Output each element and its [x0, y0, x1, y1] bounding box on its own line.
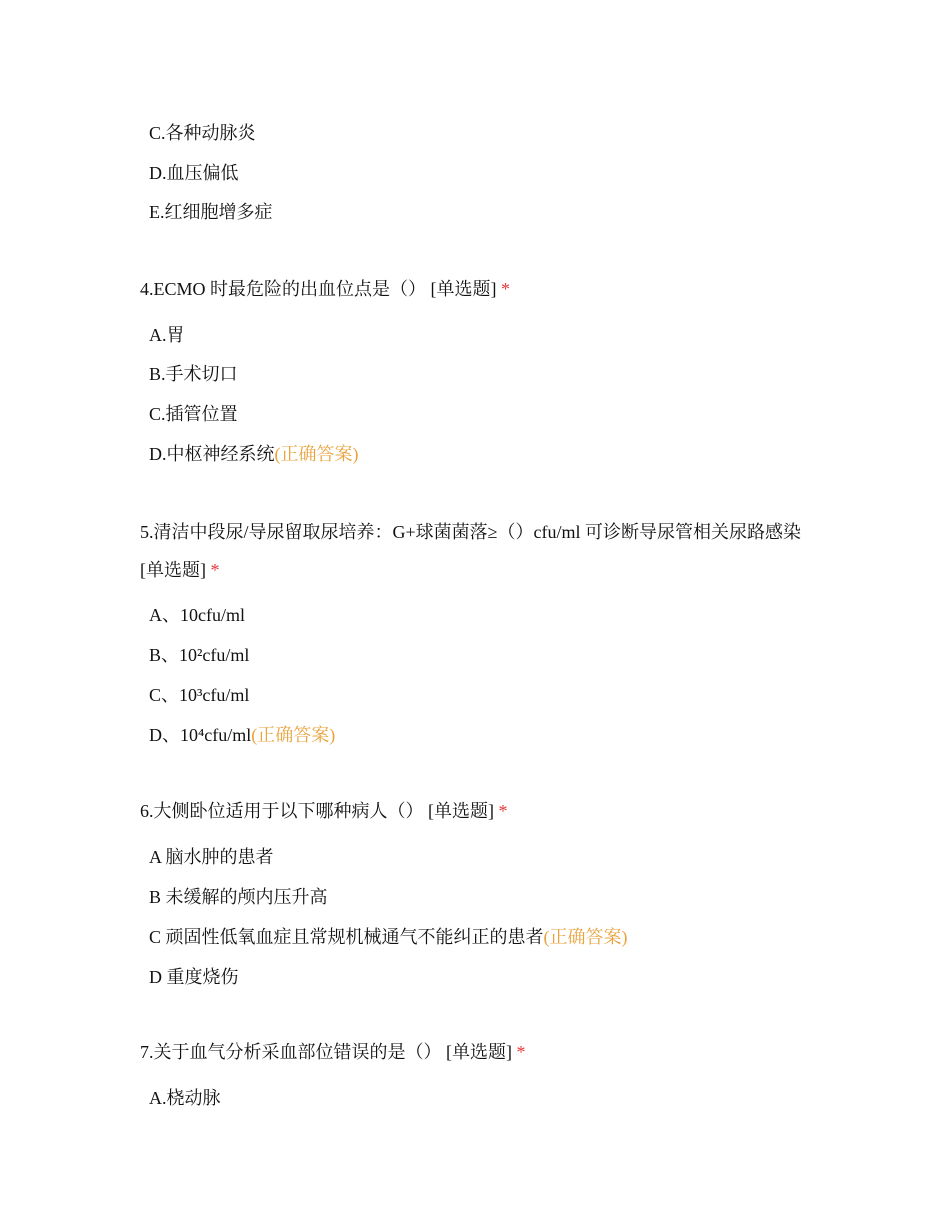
- question-text: 4.ECMO 时最危险的出血位点是（） [单选题]: [140, 279, 497, 299]
- option-text: D.血压偏低: [149, 163, 239, 183]
- option-text: D.中枢神经系统: [149, 444, 275, 464]
- option-text: B 未缓解的颅内压升高: [149, 887, 328, 907]
- question-4-title: [140, 270, 820, 308]
- question-6-option-d: [149, 966, 239, 988]
- option-text: E.红细胞增多症: [149, 202, 273, 222]
- option-text: A.胃: [149, 325, 185, 345]
- option-text: D 重度烧伤: [149, 967, 239, 987]
- required-mark: *: [516, 1042, 526, 1062]
- question-5-title: [140, 513, 820, 589]
- question-5-option-b: [149, 644, 249, 666]
- question-text: 5.清洁中段尿/导尿留取尿培养：G+球菌菌落≥（）cfu/ml 可诊断导尿管相关尿路感染 [单选题]: [140, 522, 802, 580]
- question-7-title: [140, 1033, 820, 1071]
- question-5-option-c: [149, 684, 249, 706]
- question-5-option-a: [149, 604, 245, 626]
- question-4-option-c: [149, 403, 238, 425]
- question-5-option-d: [149, 724, 335, 746]
- question-6-option-b: [149, 886, 328, 908]
- correct-answer-label: (正确答案): [251, 725, 336, 745]
- question-4-option-a: [149, 324, 185, 346]
- required-mark: *: [210, 560, 220, 580]
- question-7-option-a: [149, 1087, 221, 1109]
- correct-answer-label: (正确答案): [543, 927, 628, 947]
- option-prev-d: [149, 162, 239, 184]
- option-text: A.桡动脉: [149, 1088, 221, 1108]
- option-text: C.各种动脉炎: [149, 123, 256, 143]
- question-4-option-d: [149, 443, 359, 465]
- option-text: A、10cfu/ml: [149, 605, 245, 625]
- question-6-title: [140, 792, 820, 830]
- question-6-option-c: [149, 926, 628, 948]
- option-text: C.插管位置: [149, 404, 238, 424]
- required-mark: *: [501, 279, 510, 299]
- option-text: D、10⁴cfu/ml: [149, 725, 252, 745]
- option-text: C 顽固性低氧血症且常规机械通气不能纠正的患者: [149, 927, 544, 947]
- question-text: 7.关于血气分析采血部位错误的是（） [单选题]: [140, 1042, 512, 1062]
- option-text: C、10³cfu/ml: [149, 685, 250, 705]
- correct-answer-label: (正确答案): [274, 444, 359, 464]
- option-prev-c: [149, 122, 256, 144]
- option-text: A 脑水肿的患者: [149, 847, 274, 867]
- question-text: 6.大侧卧位适用于以下哪种病人（） [单选题]: [140, 801, 494, 821]
- option-text: B.手术切口: [149, 364, 238, 384]
- option-prev-e: [149, 201, 273, 223]
- question-6-option-a: [149, 846, 274, 868]
- option-text: B、10²cfu/ml: [149, 645, 250, 665]
- required-mark: *: [498, 801, 508, 821]
- question-4-option-b: [149, 363, 238, 385]
